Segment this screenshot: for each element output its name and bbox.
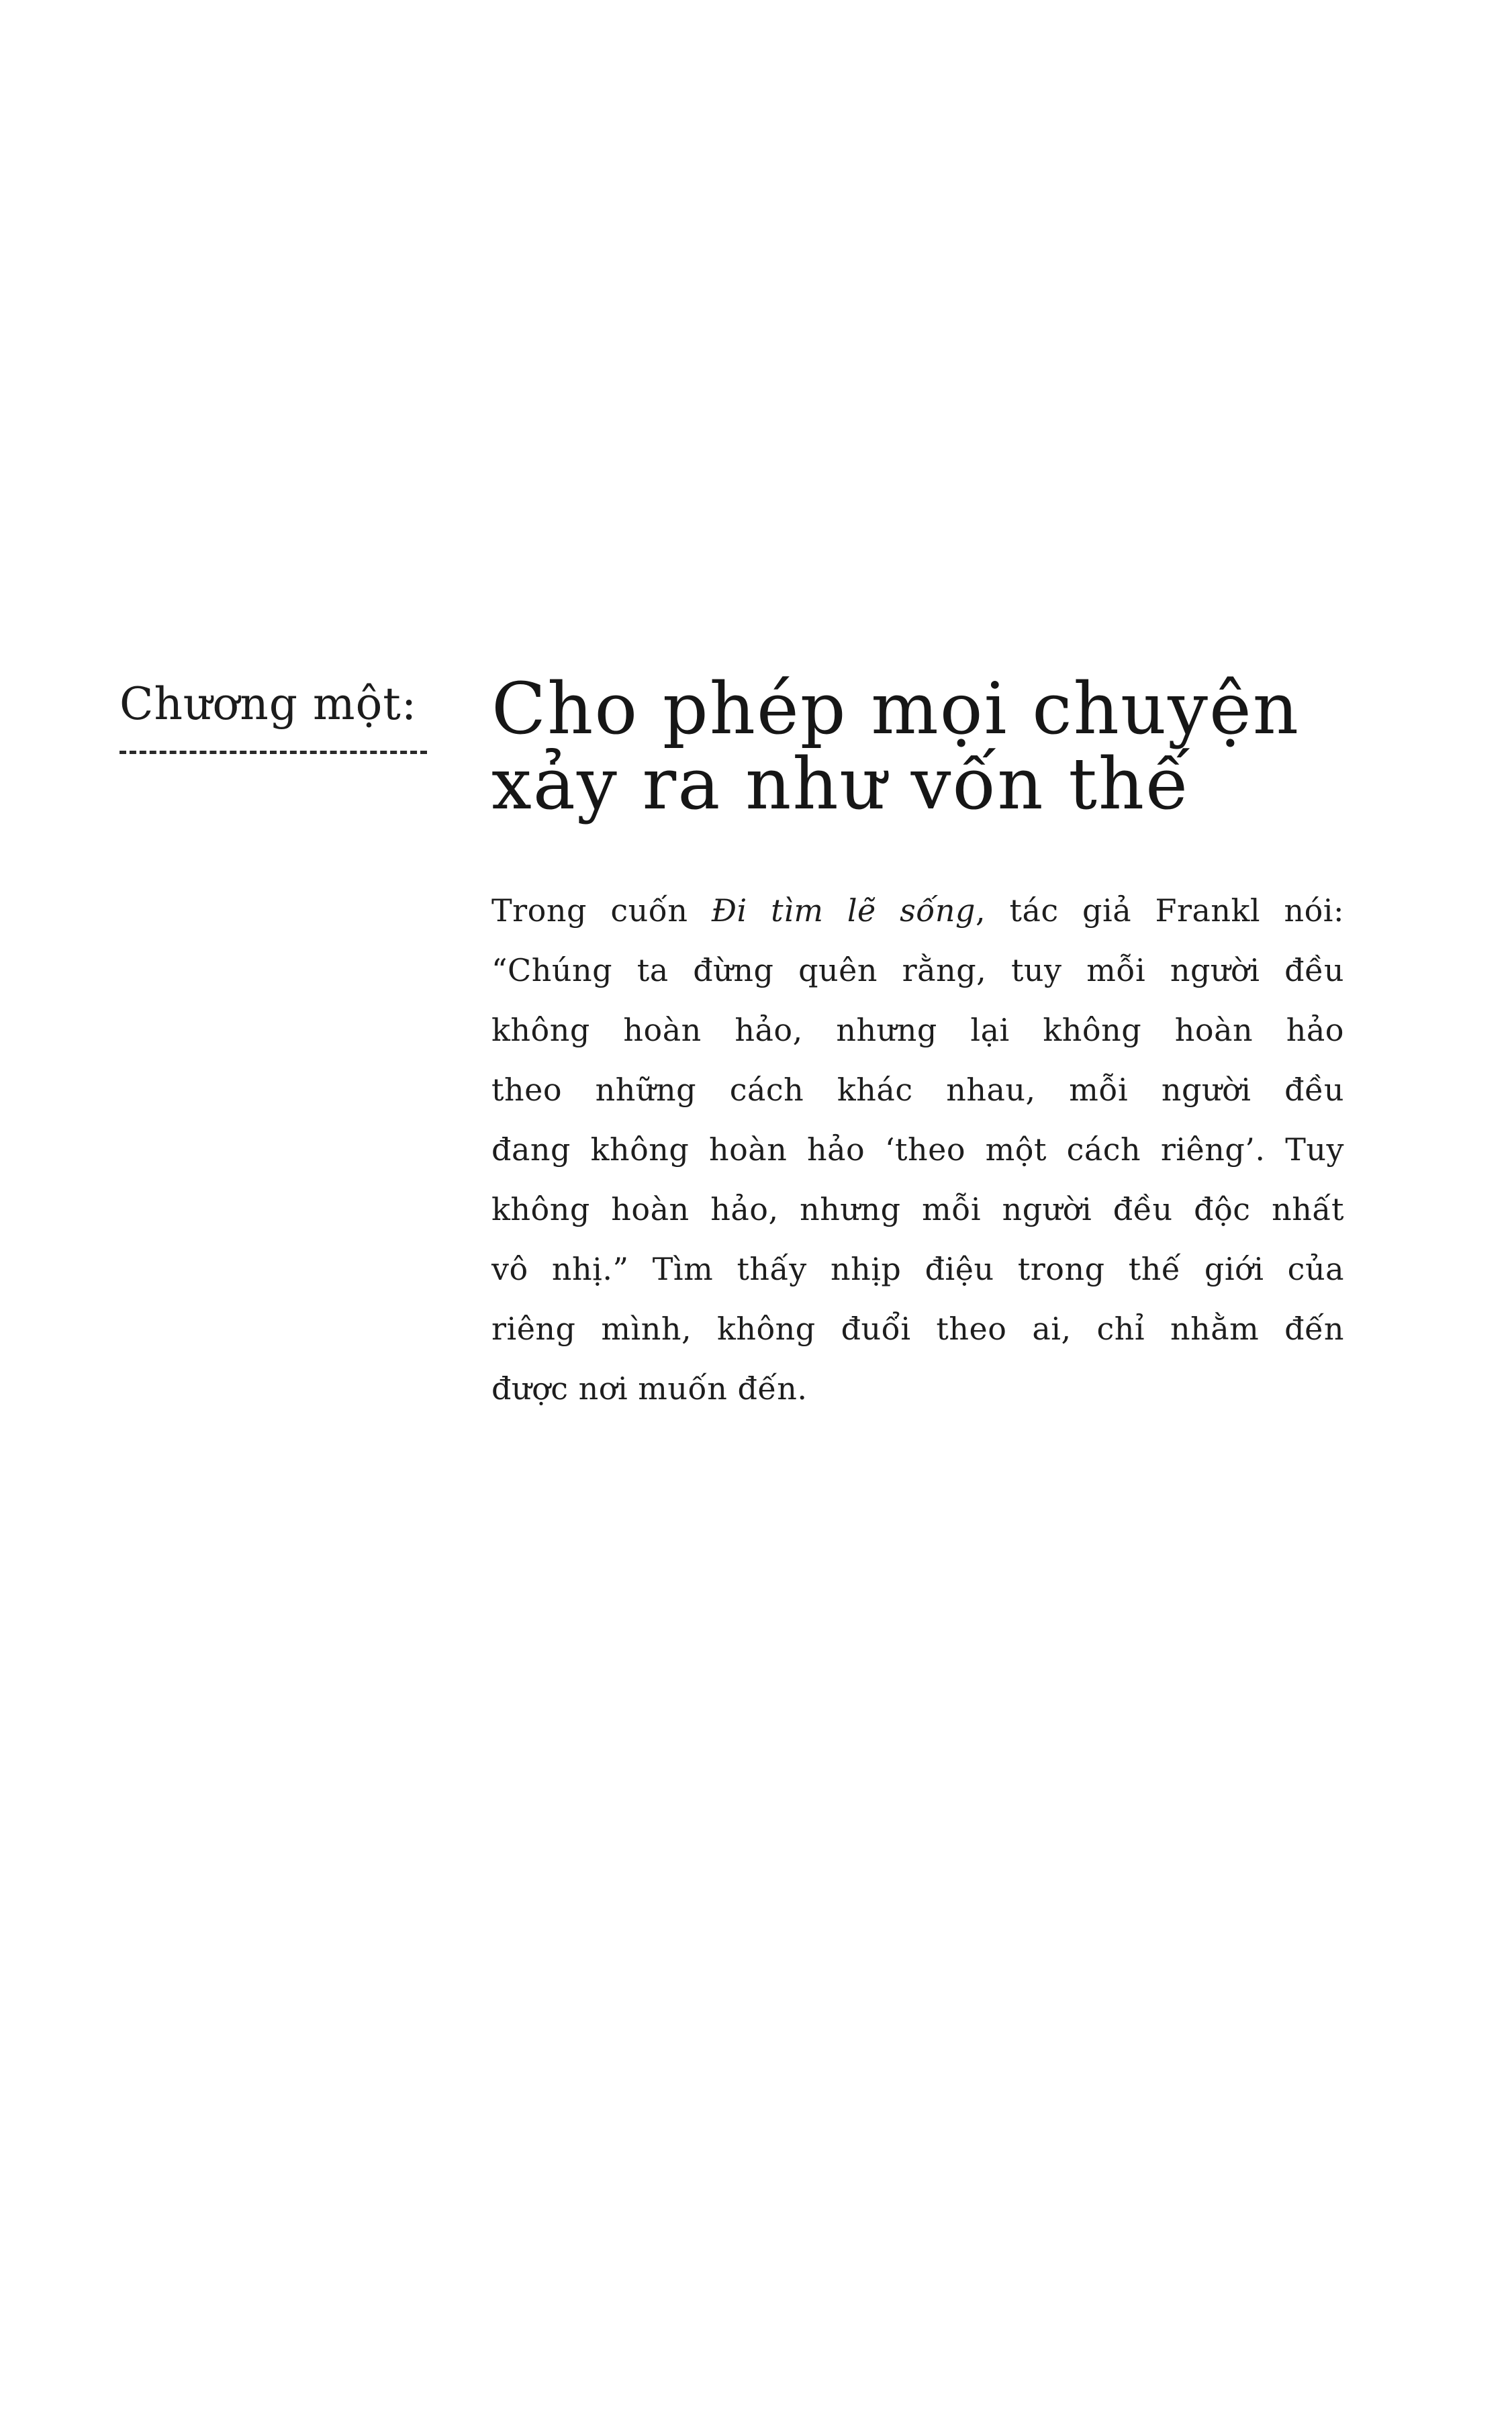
- body-line: vô nhị.” Tìm thấy nhịp điệu trong thế giới của: [491, 1251, 1344, 1287]
- body-line: đang không hoàn hảo ‘theo một cách riêng’. Tuy: [491, 1131, 1344, 1168]
- body-paragraph: [491, 881, 1344, 1419]
- body-line: theo những cách khác nhau, mỗi người đều: [491, 1072, 1344, 1108]
- book-title: Đi tìm lẽ sống: [711, 892, 976, 929]
- body-line-start: Trong cuốn: [491, 892, 712, 929]
- chapter-title: [491, 667, 1364, 825]
- body-line: “Chúng ta đừng quên rằng, tuy mỗi người đều: [491, 952, 1344, 988]
- body-line: riêng mình, không đuổi theo ai, chỉ nhằm đến: [491, 1311, 1344, 1347]
- body-line: không hoàn hảo, nhưng mỗi người đều độc nhất: [491, 1191, 1344, 1227]
- body-line: được nơi muốn đến.: [491, 1370, 808, 1407]
- body-line: [491, 881, 1344, 941]
- chapter-label: Chương một:: [120, 678, 418, 730]
- chapter-title-line: Cho phép mọi chuyện: [491, 667, 1300, 750]
- body-line-end: , tác giả Frankl nói:: [975, 892, 1345, 929]
- chapter-label-dashed-underline: [120, 751, 427, 754]
- body-line: không hoàn hảo, nhưng lại không hoàn hảo: [491, 1012, 1344, 1048]
- chapter-title-line: xảy ra như vốn thế: [491, 743, 1191, 825]
